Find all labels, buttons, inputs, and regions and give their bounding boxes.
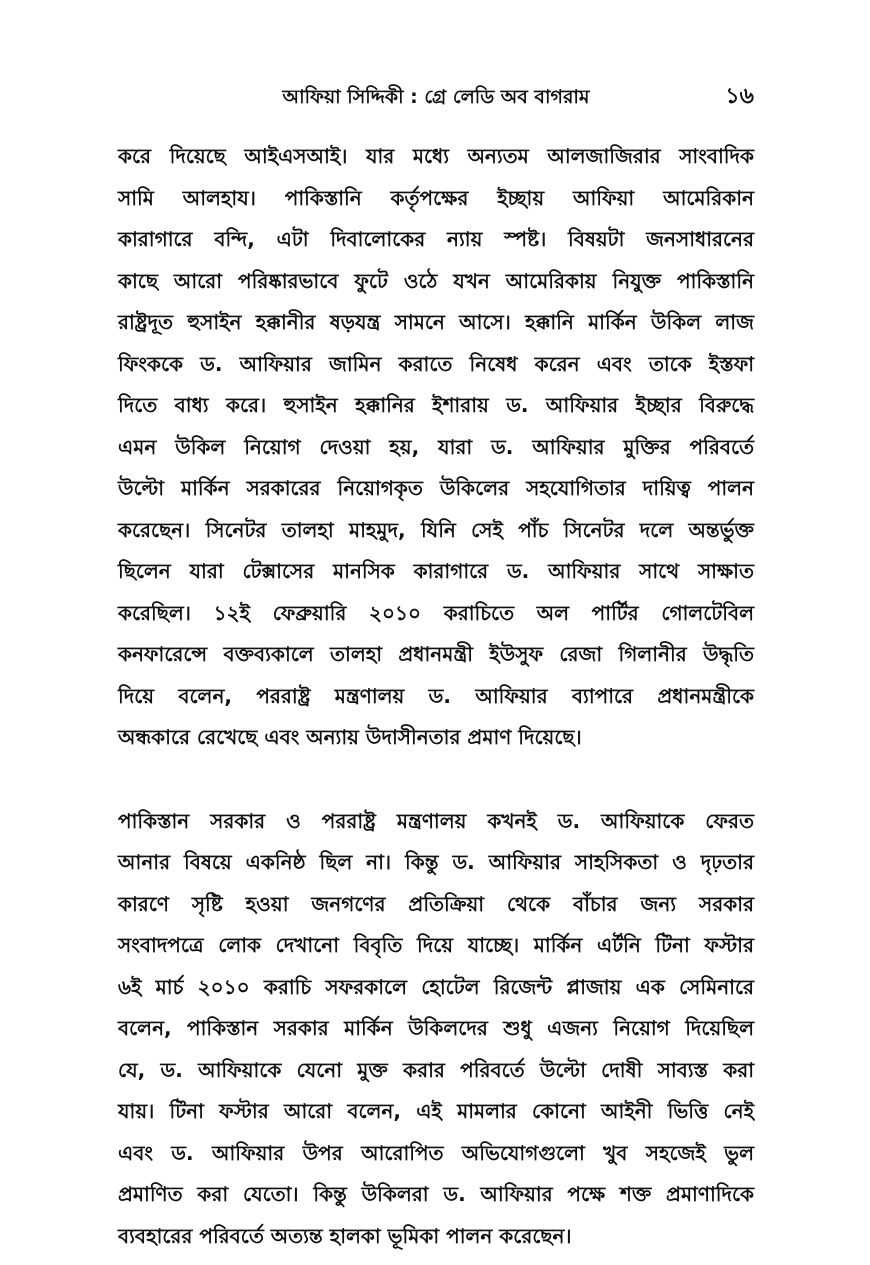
text-line: আনার বিষয়ে একনিষ্ঠ ছিল না। কিন্তু ড. আফিয়ার সাহসিকতা ও দৃঢ়তার bbox=[118, 850, 754, 874]
page-number: ১৬ bbox=[725, 84, 754, 109]
text-line: করেছিল। ১২ই ফেব্রুয়ারি ২০১০ করাচিতে অল পার্টির গোলটেবিল bbox=[118, 600, 754, 625]
text-line: পাকিস্তান সরকার ও পররাষ্ট্র মন্ত্রণালয় কখনই ড. আফিয়াকে ফেরত bbox=[118, 808, 754, 833]
paragraph bbox=[118, 136, 754, 759]
text-line: উল্টো মার্কিন সরকারের নিয়োগকৃত উকিলের সহযোগিতার দায়িত্ব পালন bbox=[118, 476, 754, 500]
text-line: করে দিয়েছে আইএসআই। যার মধ্যে অন্যতম আলজাজিরার সাংবাদিক bbox=[118, 144, 754, 168]
text-line: করেছেন। সিনেটর তালহা মাহমুদ, যিনি সেই পাঁচ সিনেটর দলে অন্তর্ভুক্ত bbox=[118, 517, 754, 542]
text-line: কনফারেন্সে বক্তব্যকালে তালহা প্রধানমন্ত্রী ইউসুফ রেজা গিলানীর উদ্ধৃতি bbox=[118, 642, 754, 666]
text-line: রাষ্ট্রদূত হুসাইন হক্কানীর ষড়যন্ত্র সামনে আসে। হক্কানি মার্কিন উকিল লাজ bbox=[118, 310, 754, 334]
text-line: বলেন, পাকিস্তান সরকার মার্কিন উকিলদের শুধু এজন্য নিয়োগ দিয়েছিল bbox=[118, 1016, 754, 1040]
running-title: আফিয়া সিদ্দিকী : গ্রে লেডি অব বাগরাম bbox=[282, 86, 590, 108]
text-line: কাছে আরো পরিষ্কারভাবে ফুটে ওঠে যখন আমেরিকায় নিযুক্ত পাকিস্তানি bbox=[118, 268, 754, 293]
text-line: যে, ড. আফিয়াকে যেনো মুক্ত করার পরিবর্তে উল্টো দোষী সাব্যস্ত করা bbox=[118, 1057, 754, 1082]
text-line: দিতে বাধ্য করে। হুসাইন হক্কানির ইশারায় ড. আফিয়ার ইচ্ছার বিরুদ্ধে bbox=[118, 393, 754, 417]
text-line: ব্যবহারের পরিবর্তে অত্যন্ত হালকা ভূমিকা পালন করেছেন। bbox=[118, 1223, 572, 1248]
text-line: ৬ই মার্চ ২০১০ করাচি সফরকালে হোটেল রিজেন্ট প্লাজায় এক সেমিনারে bbox=[118, 974, 754, 999]
text-line: দিয়ে বলেন, পররাষ্ট্র মন্ত্রণালয় ড. আফিয়ার ব্যাপারে প্রধানমন্ত্রীকে bbox=[118, 683, 754, 708]
text-line: যায়। টিনা ফস্টার আরো বলেন, এই মামলার কোনো আইনী ভিত্তি নেই bbox=[118, 1099, 754, 1123]
text-line: এমন উকিল নিয়োগ দেওয়া হয়, যারা ড. আফিয়ার মুক্তির পরিবর্তে bbox=[118, 434, 754, 459]
text-line: এবং ড. আফিয়ার উপর আরোপিত অভিযোগগুলো খুব সহজেই ভুল bbox=[118, 1140, 754, 1165]
text-line: কারাগারে বন্দি, এটা দিবালোকের ন্যায় স্পষ্ট। বিষয়টা জনসাধারনের bbox=[118, 227, 754, 251]
text-line: প্রমাণিত করা যেতো। কিন্তু উকিলরা ড. আফিয়ার পক্ষে শক্ত প্রমাণাদিকে bbox=[118, 1182, 754, 1206]
text-line: কারণে সৃষ্টি হওয়া জনগণের প্রতিক্রিয়া থেকে বাঁচার জন্য সরকার bbox=[118, 891, 754, 916]
body-text bbox=[118, 136, 754, 1257]
running-header bbox=[118, 82, 754, 112]
text-line: সামি আলহায। পাকিস্তানি কর্তৃপক্ষের ইচ্ছায় আফিয়া আমেরিকান bbox=[118, 185, 754, 210]
paragraph bbox=[118, 801, 754, 1258]
text-line: ফিংককে ড. আফিয়ার জামিন করাতে নিষেধ করেন এবং তাকে ইস্তফা bbox=[118, 351, 754, 376]
text-line: অন্ধকারে রেখেছে এবং অন্যায় উদাসীনতার প্রমাণ দিয়েছে। bbox=[118, 725, 582, 749]
text-line: সংবাদপত্রে লোক দেখানো বিবৃতি দিয়ে যাচ্ছে। মার্কিন এর্টনি টিনা ফস্টার bbox=[118, 933, 754, 957]
text-line: ছিলেন যারা টেক্সাসের মানসিক কারাগারে ড. আফিয়ার সাথে সাক্ষাত bbox=[118, 559, 754, 583]
